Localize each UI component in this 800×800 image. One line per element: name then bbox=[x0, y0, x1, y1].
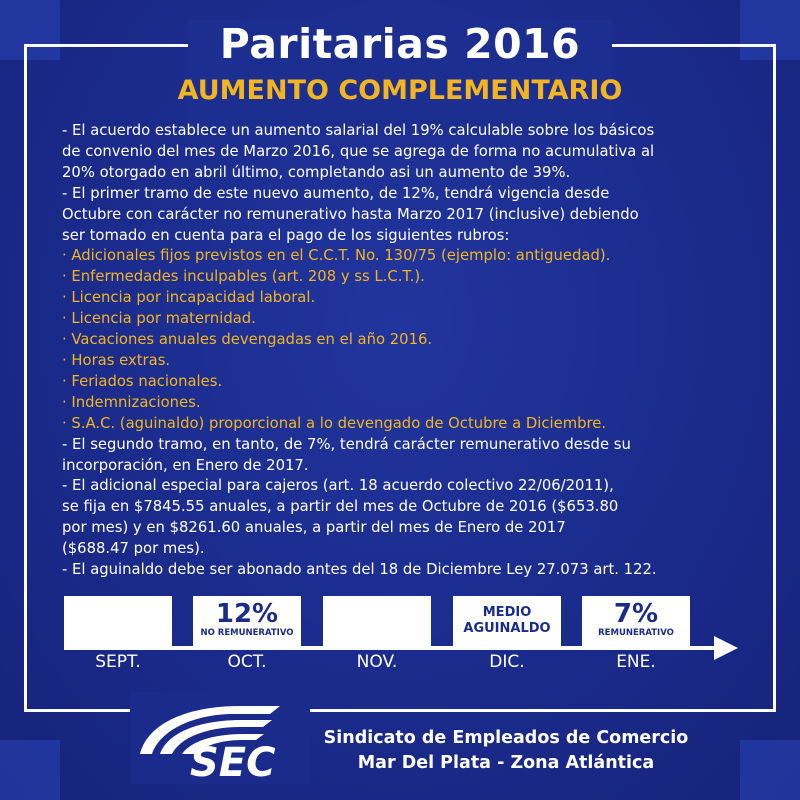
month-label: DIC. bbox=[489, 652, 525, 672]
text-line: - El primer tramo de este nuevo aumento, de 12%, tendrá vigencia desde bbox=[62, 184, 610, 202]
page-subtitle: AUMENTO COMPLEMENTARIO bbox=[177, 75, 623, 106]
oct-percentage: 12% bbox=[215, 599, 279, 629]
month-label: SEPT. bbox=[95, 652, 141, 672]
rubro-item: · Licencia por maternidad. bbox=[62, 310, 256, 328]
agreement-text bbox=[62, 121, 752, 581]
text-line: incorporación, en Enero de 2017. bbox=[62, 456, 309, 474]
org-location: Mar Del Plata - Zona Atlántica bbox=[357, 753, 655, 773]
text-line: - El adicional especial para cajeros (art. 18 acuerdo colectivo 22/06/2011), bbox=[62, 477, 614, 495]
rubro-item: · Feriados nacionales. bbox=[62, 372, 223, 390]
text-line: ($688.47 por mes). bbox=[62, 540, 205, 558]
ene-type: REMUNERATIVO bbox=[598, 628, 674, 638]
dic-box bbox=[453, 596, 561, 648]
text-line: - El segundo tramo, en tanto, de 7%, tendrá carácter remunerativo desde su bbox=[62, 435, 631, 453]
text-line: 20% otorgado en abril último, completando asi un aumento de 39%. bbox=[62, 163, 571, 181]
dic-label-2: AGUINALDO bbox=[463, 621, 551, 636]
text-line: de convenio del mes de Marzo 2016, que se agrega de forma no acumulativa al bbox=[62, 142, 655, 160]
rubro-item: · Vacaciones anuales devengadas en el año 2016. bbox=[62, 331, 433, 349]
rubro-item: · Horas extras. bbox=[62, 351, 171, 369]
text-line: - El acuerdo establece un aumento salarial del 19% calculable sobre los básicos bbox=[62, 122, 655, 139]
page-title: Paritarias 2016 bbox=[219, 20, 581, 68]
rubro-item: · S.A.C. (aguinaldo) proporcional a lo devengado de Octubre a Diciembre. bbox=[62, 414, 607, 432]
text-line: se fija en $7845.55 anuales, a partir del mes de Octubre de 2016 ($653.80 bbox=[62, 498, 619, 516]
sec-logo bbox=[130, 692, 310, 784]
text-line: Octubre con carácter no remunerativo hasta Marzo 2017 (inclusive) debiendo bbox=[62, 205, 639, 223]
logo-text: SEC bbox=[190, 740, 276, 784]
text-line: por mes) y en $8261.60 anuales, a partir del mes de Enero de 2017 bbox=[62, 519, 566, 537]
text-line: - El aguinaldo debe ser abonado antes del 18 de Diciembre Ley 27.073 art. 122. bbox=[62, 561, 657, 579]
sept-box bbox=[64, 596, 172, 648]
oct-box bbox=[193, 596, 301, 648]
rubro-item: · Enfermedades inculpables (art. 208 y ss L.C.T.). bbox=[62, 268, 425, 286]
timeline-axis bbox=[64, 646, 724, 650]
text-line: ser tomado en cuenta para el pago de los siguientes rubros: bbox=[62, 226, 510, 244]
month-label: OCT. bbox=[227, 652, 267, 672]
rubro-item: · Indemnizaciones. bbox=[62, 393, 201, 411]
ene-box bbox=[582, 596, 690, 648]
rubro-item: · Adicionales fijos previstos en el C.C.T. No. 130/75 (ejemplo: antiguedad). bbox=[62, 247, 611, 265]
nov-box bbox=[323, 596, 431, 648]
organization-name bbox=[316, 726, 696, 776]
month-label: ENE. bbox=[616, 652, 656, 672]
ene-percentage: 7% bbox=[613, 599, 659, 629]
corner-decoration bbox=[740, 740, 800, 800]
month-label: NOV. bbox=[356, 652, 398, 672]
arrow-right-icon bbox=[714, 636, 738, 660]
oct-type: NO REMUNERATIVO bbox=[200, 628, 294, 638]
org-name: Sindicato de Empleados de Comercio bbox=[323, 728, 689, 748]
dic-label-1: MEDIO bbox=[482, 605, 532, 620]
rubro-item: · Licencia por incapacidad laboral. bbox=[62, 289, 316, 307]
corner-decoration bbox=[0, 740, 60, 800]
